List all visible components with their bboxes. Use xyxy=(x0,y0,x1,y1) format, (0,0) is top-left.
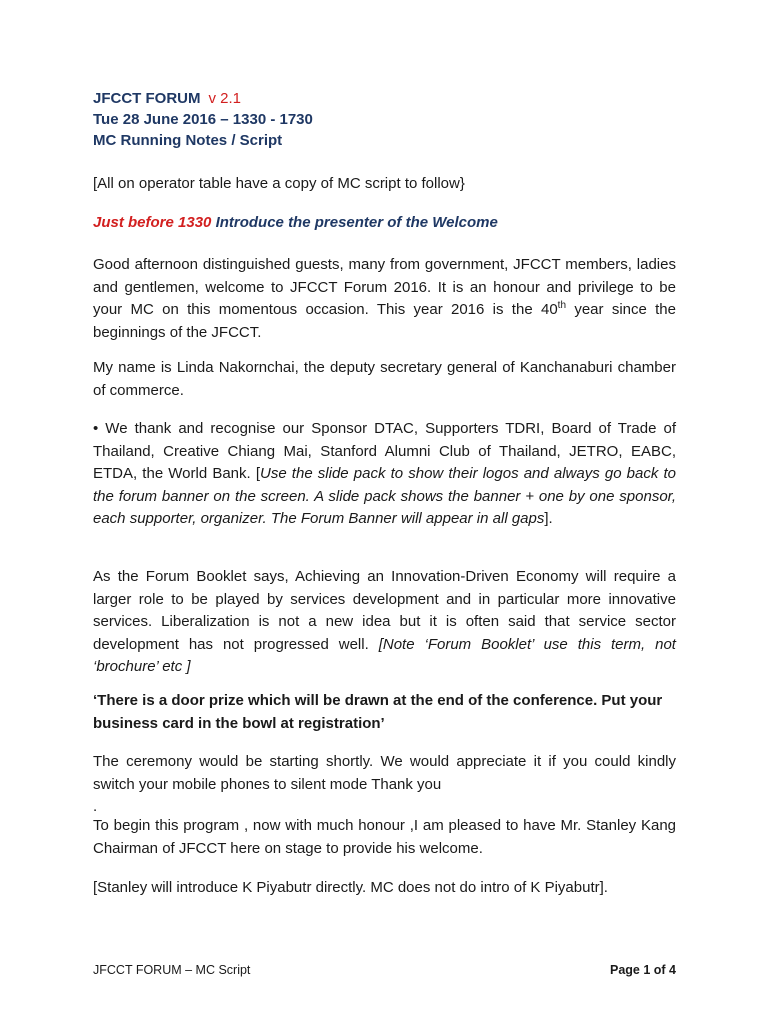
booklet-note: [Note ‘Forum Booklet’ use this term, not ‘brochure’ etc ] xyxy=(93,635,676,675)
paragraph-door-prize: ‘There is a door prize which will be drawn at the end of the conference. Put your business card in the bowl at registration’ xyxy=(93,692,663,732)
footer-title: JFCCT FORUM – MC Script xyxy=(93,963,251,977)
cue-time: Just before 1330 xyxy=(93,214,212,231)
cue-text: Introduce the presenter of the Welcome xyxy=(215,214,498,231)
paragraph-begin-program: To begin this program , now with much honour ,I am pleased to have Mr. Stanley Kang Chairman of JFCCT here on stage to provide his welcome. xyxy=(93,817,676,857)
document-subtitle: MC Running Notes / Script xyxy=(93,132,283,149)
paragraph-forum-booklet xyxy=(93,566,676,679)
ordinal-suffix: th xyxy=(557,300,567,311)
document-title: JFCCT FORUM xyxy=(93,90,201,107)
booklet-text: As the Forum Booklet says, Achieving an Innovation-Driven Economy will require a larger role to be played by services development and in particular more innovative services. Liberalization is not a new idea but it is often said that service sector development has not progressed well. xyxy=(93,568,676,653)
version-label: v 2.1 xyxy=(208,90,242,107)
document-header xyxy=(93,88,313,151)
paragraph-stanley-note: [Stanley will introduce K Piyabutr directly. MC does not do intro of K Piyabutr]. xyxy=(93,879,608,896)
welcome-text: Good afternoon distinguished guests, many from government, JFCCT members, ladies and gentlemen, welcome to JFCCT Forum 2016. It is an honour and privilege to be your MC on this momentous occasion. This year 2016 is the 40 xyxy=(93,256,676,318)
sponsors-text: • We thank and recognise our Sponsor DTAC, Supporters TDRI, Board of Trade of Thailand, Creative Chiang Mai, Stanford Alumni Club of Thailand, JETRO, EABC, ETDA, the World Bank. [ xyxy=(93,420,676,482)
stray-dot: . xyxy=(93,798,98,815)
cue-line xyxy=(93,212,676,235)
event-datetime: Tue 28 June 2016 – 1330 - 1730 xyxy=(93,111,313,128)
header-title-line xyxy=(93,88,313,109)
paragraph-introduction: My name is Linda Nakornchai, the deputy secretary general of Kanchanaburi chamber of commerce. xyxy=(93,359,676,399)
paragraph-welcome xyxy=(93,254,676,344)
sponsors-end: ]. xyxy=(544,510,553,527)
paragraph-phones: The ceremony would be starting shortly. We would appreciate it if you could kindly switch your mobile phones to silent mode Thank you xyxy=(93,753,676,793)
welcome-text-end: year since the beginnings of the JFCCT. xyxy=(93,301,676,341)
page-number: Page 1 of 4 xyxy=(610,963,676,977)
sponsors-instruction: Use the slide pack to show their logos and always go back to the forum banner on the screen. A slide pack shows the banner + one by one sponsor, each supporter, organizer. The Forum Banner will appear in all gaps xyxy=(93,465,676,527)
document-page xyxy=(93,0,676,1024)
operator-note: [All on operator table have a copy of MC script to follow} xyxy=(93,175,465,192)
paragraph-sponsors xyxy=(93,418,676,531)
